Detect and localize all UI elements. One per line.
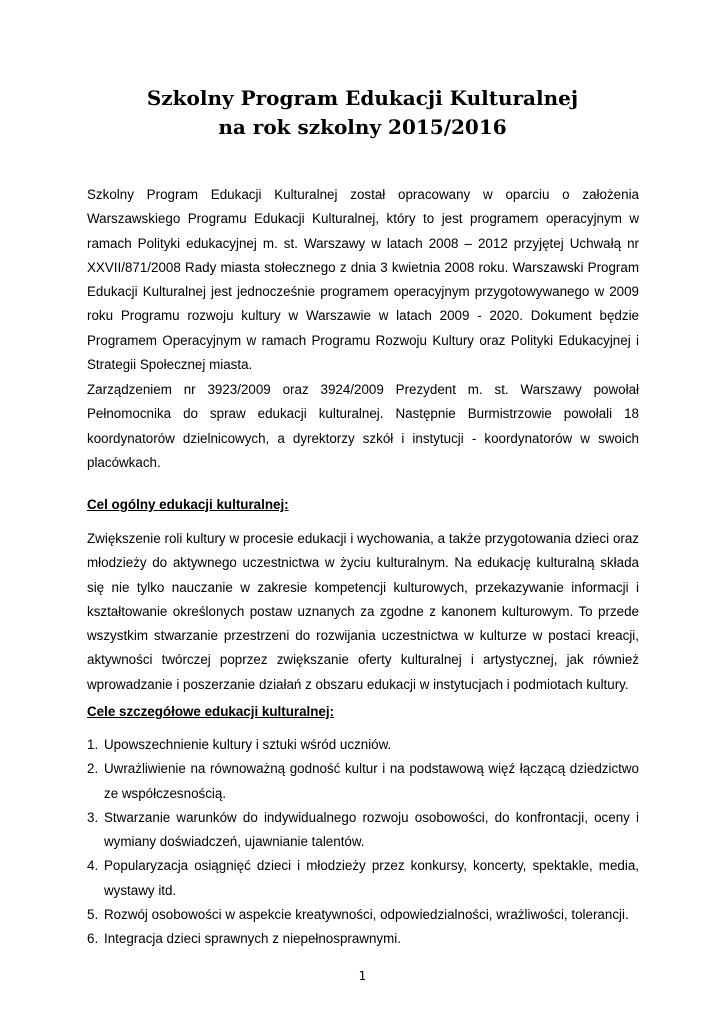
document-title bbox=[60, 84, 665, 142]
detailed-goals-list bbox=[87, 733, 639, 952]
paragraph-general-goal: Zwiększenie roli kultury w procesie edukacji i wychowania, a także przygotowania dzieci oraz młodzieży do aktywnego uczestnictwa w życiu kulturalnym. Na edukację kulturalną składa się nie tylko nauczanie w zakresie kompetencji kulturowych, przekazywanie informacji i kształtowanie określonych postaw uznanych za zgodne z kanonem kulturowym. To przede wszystkim stwarzanie przestrzeni do rozwijania uczestnictwa w kulturze w postaci kreacji, aktywności twórczej poprzez zwiększanie oferty kulturalnej i artystycznej, jak również wprowadzanie i poszerzanie działań z obszaru edukacji w instytucjach i podmiotach kultury. bbox=[87, 531, 639, 692]
list-item-text: Upowszechnienie kultury i sztuki wśród uczniów. bbox=[104, 737, 392, 752]
list-item bbox=[87, 806, 639, 855]
heading-general-goal: Cel ogólny edukacji kulturalnej: bbox=[87, 497, 289, 512]
heading-detailed-goals: Cele szczegółowe edukacji kulturalnej: bbox=[87, 704, 335, 719]
list-item bbox=[87, 854, 639, 903]
list-item bbox=[87, 903, 639, 927]
list-item-text: Integracja dzieci sprawnych z niepełnosprawnymi. bbox=[104, 931, 401, 947]
list-item-number: 6. bbox=[87, 931, 99, 947]
title-line-1: Szkolny Program Edukacji Kulturalnej bbox=[146, 86, 579, 110]
page-number: 1 bbox=[358, 969, 367, 983]
list-item bbox=[87, 757, 639, 806]
list-item-number: 1. bbox=[87, 737, 99, 752]
list-item-text: Rozwój osobowości w aspekcie kreatywności, odpowiedzialności, wrażliwości, tolerancji. bbox=[104, 907, 629, 923]
list-item-text: Uwrażliwienie na równoważną godność kultur i na podstawową więź łączącą dziedzictwo ze współczesnością. bbox=[104, 761, 639, 801]
list-item bbox=[87, 927, 639, 951]
list-item-text: Stwarzanie warunków do indywidualnego rozwoju osobowości, do konfrontacji, oceny i wymiany doświadczeń, ujawnianie talentów. bbox=[104, 809, 639, 850]
list-item-text: Popularyzacja osiągnięć dzieci i młodzieży przez konkursy, koncerty, spektakle, media, wystawy itd. bbox=[104, 858, 639, 898]
list-item-number: 5. bbox=[87, 907, 99, 923]
list-item-number: 4. bbox=[87, 858, 99, 874]
paragraph-ordinance: Zarządzeniem nr 3923/2009 oraz 3924/2009 Prezydent m. st. Warszawy powołał Pełnomocnika do spraw edukacji kulturalnej. Następnie Burmistrzowie powołali 18 koordynatorów dzielnicowych, a dyrektorzy szkół i instytucji - koordynatorów w swoich placówkach. bbox=[87, 382, 639, 470]
paragraph-intro: Szkolny Program Edukacji Kulturalnej został opracowany w oparciu o założenia Warszawskiego Programu Edukacji Kulturalnej, który to jest programem operacyjnym w ramach Polityki edukacyjnej m. st. Warszawy w latach 2008 – 2012 przyjętej Uchwałą nr XXVII/871/2008 Rady miasta stołecznego z dnia 3 kwietnia 2008 roku. Warszawski Program Edukacji Kulturalnej jest jednocześnie programem operacyjnym przygotowywanego w 2009 roku Programu rozwoju kultury w Warszawie w latach 2009 - 2020. Dokument będzie Programem Operacyjnym w ramach Programu Rozwoju Kultury oraz Polityki Edukacyjnej i Strategii Społecznej miasta. bbox=[87, 187, 639, 373]
list-item-number: 3. bbox=[87, 809, 99, 825]
list-item bbox=[87, 733, 639, 757]
title-line-2: na rok szkolny 2015/2016 bbox=[218, 115, 507, 139]
list-item-number: 2. bbox=[87, 761, 99, 777]
